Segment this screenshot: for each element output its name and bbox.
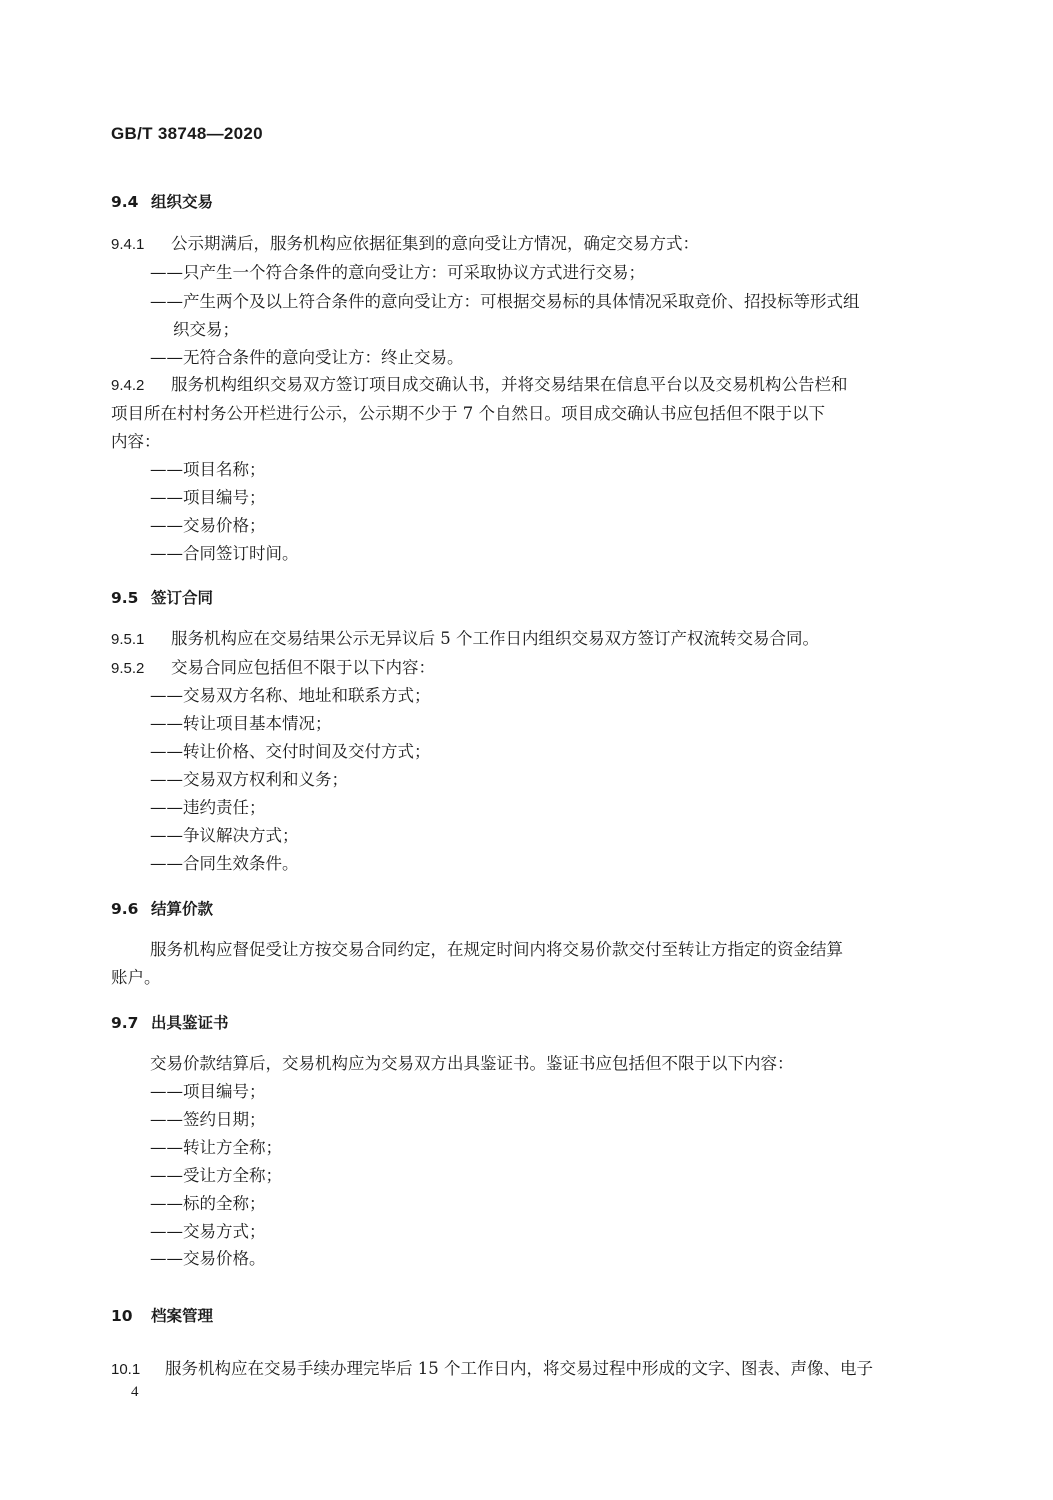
section-number: 10 [111, 1307, 133, 1325]
list-item: ——违约责任； [150, 798, 266, 817]
clause-number: 9.4.1 [111, 236, 145, 253]
list-item: ——项目名称； [150, 460, 266, 479]
list-item: ——无符合条件的意向受让方：终止交易。 [150, 348, 464, 367]
list-item: ——转让价格、交付时间及交付方式； [150, 742, 431, 761]
section-title: 档案管理 [151, 1307, 214, 1325]
list-item: ——签约日期； [150, 1110, 266, 1129]
paragraph-line: 交易价款结算后，交易机构应为交易双方出具鉴证书。鉴证书应包括但不限于以下内容： [150, 1054, 794, 1073]
clause-9-5-2 [111, 656, 435, 681]
section-title: 结算价款 [151, 900, 214, 918]
page-number: 4 [131, 1384, 139, 1400]
clause-text-line: 项目所在村村务公开栏进行公示，公示期不少于 7 个自然日。项目成交确认书应包括但不限于以下 [111, 404, 825, 423]
list-item: ——交易价格。 [150, 1249, 266, 1268]
list-item: ——交易价格； [150, 516, 266, 535]
clause-text: 服务机构应在交易结果公示无异议后 5 个工作日内组织交易双方签订产权流转交易合同。 [171, 629, 819, 648]
list-item: ——产生两个及以上符合条件的意向受让方：可根据交易标的具体情况采取竞价、招投标等形式组 [150, 292, 860, 311]
clause-text: 服务机构应在交易手续办理完毕后 15 个工作日内，将交易过程中形成的文字、图表、声像、电子 [165, 1359, 873, 1378]
list-item-continuation: 织交易； [173, 320, 239, 339]
standard-number: GB/T 38748—2020 [111, 124, 263, 143]
paragraph-line: 账户。 [111, 968, 161, 987]
section-heading-9-4 [111, 190, 213, 212]
section-title: 组织交易 [151, 193, 214, 211]
section-number: 9.6 [111, 900, 139, 918]
section-heading-9-5 [111, 586, 213, 608]
section-number: 9.7 [111, 1014, 139, 1032]
clause-text: 公示期满后，服务机构应依据征集到的意向受让方情况，确定交易方式： [171, 234, 699, 253]
list-item: ——转让方全称； [150, 1138, 282, 1157]
section-title: 签订合同 [151, 589, 214, 607]
paragraph-line: 服务机构应督促受让方按交易合同约定，在规定时间内将交易价款交付至转让方指定的资金结算 [150, 940, 843, 959]
clause-number: 9.5.1 [111, 631, 145, 648]
section-number: 9.4 [111, 193, 139, 211]
clause-number: 9.5.2 [111, 660, 145, 677]
list-item: ——标的全称； [150, 1194, 266, 1213]
clause-number: 9.4.2 [111, 377, 145, 394]
list-item: ——只产生一个符合条件的意向受让方：可采取协议方式进行交易； [150, 263, 645, 282]
list-item: ——交易双方权利和义务； [150, 770, 348, 789]
clause-text-line: 内容： [111, 432, 161, 451]
clause-9-4-1 [111, 232, 699, 257]
clause-number: 10.1 [111, 1361, 141, 1378]
section-heading-9-6 [111, 897, 213, 919]
list-item: ——合同生效条件。 [150, 854, 299, 873]
list-item: ——交易方式； [150, 1222, 266, 1241]
list-item: ——转让项目基本情况； [150, 714, 332, 733]
list-item: ——项目编号； [150, 488, 266, 507]
section-title: 出具鉴证书 [151, 1014, 229, 1032]
clause-10-1 [111, 1357, 873, 1382]
section-heading-9-7 [111, 1011, 229, 1033]
section-heading-10 [111, 1304, 213, 1326]
section-number: 9.5 [111, 589, 139, 607]
list-item: ——争议解决方式； [150, 826, 299, 845]
clause-text: 服务机构组织交易双方签订项目成交确认书，并将交易结果在信息平台以及交易机构公告栏和 [171, 375, 848, 394]
list-item: ——合同签订时间。 [150, 544, 299, 563]
list-item: ——交易双方名称、地址和联系方式； [150, 686, 431, 705]
list-item: ——项目编号； [150, 1082, 266, 1101]
clause-text: 交易合同应包括但不限于以下内容： [171, 658, 435, 677]
list-item: ——受让方全称； [150, 1166, 282, 1185]
clause-9-4-2 [111, 373, 848, 398]
clause-9-5-1 [111, 627, 819, 652]
